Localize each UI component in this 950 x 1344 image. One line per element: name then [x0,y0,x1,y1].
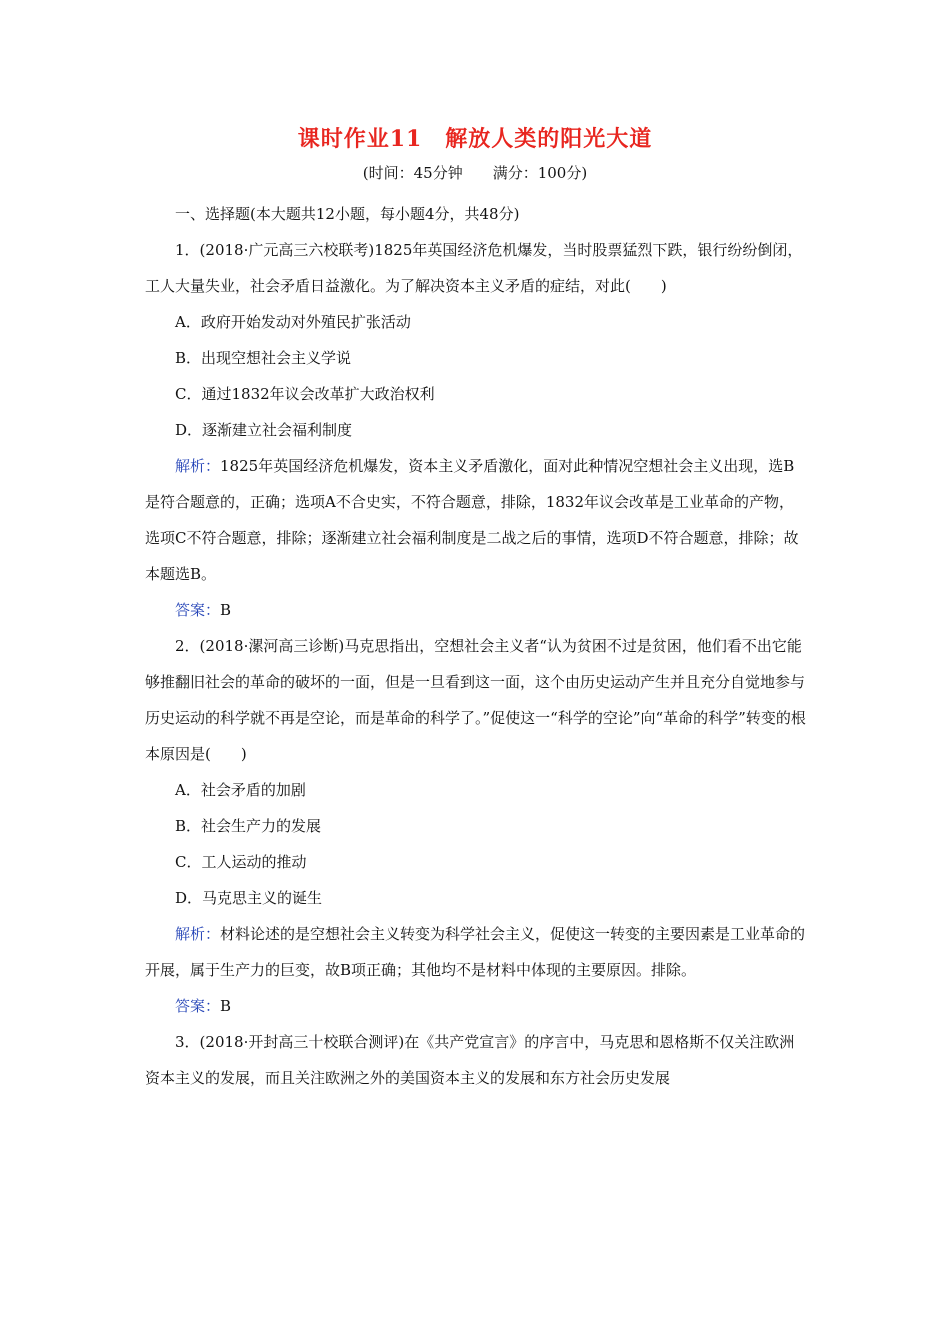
answer-label: 答案： [175,997,221,1015]
question-2-option-b: B．社会生产力的发展 [175,817,322,835]
answer-value: B [220,601,232,619]
analysis-text: 材料论述的是空想社会主义转变为科学社会主义，促使这一转变的主要因素是工业革命的开展，属于生产力的巨变，故B项正确；其他均不是材料中体现的主要原因。排除。 [145,925,806,979]
page-subtitle: (时间：45分钟 满分：100分) [362,164,588,182]
question-2-stem: 2．(2018·漯河高三诊断)马克思指出，空想社会主义者“认为贫困不过是贫困，他们看不出它能够推翻旧社会的革命的破坏的一面，但是一旦看到这一面，这个由历史运动产生并且充分自觉地参与历史运动的科学就不再是空论，而是革命的科学了。”促使这一“科学的空论”向“革命的科学”转变的根本原因是( ) [145,637,806,763]
question-1-option-d: D．逐渐建立社会福利制度 [175,421,353,439]
analysis-label: 解析： [175,457,221,475]
question-1-stem: 1．(2018·广元高三六校联考)1825年英国经济危机爆发，当时股票猛烈下跌，银行纷纷倒闭，工人大量失业，社会矛盾日益激化。为了解决资本主义矛盾的症结，对此( ) [145,241,803,295]
question-2-option-c: C．工人运动的推动 [175,853,307,871]
question-2-answer [145,988,808,1024]
page-title: 课时作业11 解放人类的阳光大道 [297,126,653,152]
question-1-analysis [145,448,808,592]
question-1-option-b: B．出现空想社会主义学说 [175,349,352,367]
question-2-option-d: D．马克思主义的诞生 [175,889,323,907]
question-1-option-a: A．政府开始发动对外殖民扩张活动 [175,313,411,331]
answer-label: 答案： [175,601,221,619]
analysis-label: 解析： [175,925,221,943]
question-1-option-c: C．通过1832年议会改革扩大政治权利 [175,385,435,403]
analysis-text: 1825年英国经济危机爆发，资本主义矛盾激化，面对此种情况空想社会主义出现，选B是符合题意的，正确；选项A不合史实，不符合题意，排除，1832年议会改革是工业革命的产物，选项C不符合题意，排除；逐渐建立社会福利制度是二战之后的事情，选项D不符合题意，排除；故本题选B。 [145,457,799,583]
question-2-option-a: A．社会矛盾的加剧 [175,781,306,799]
answer-value: B [220,997,232,1015]
section-heading: 一、选择题(本大题共12小题，每小题4分，共48分) [175,205,520,223]
question-1-answer [145,592,808,628]
question-3-stem: 3．(2018·开封高三十校联合测评)在《共产党宣言》的序言中，马克思和恩格斯不仅关注欧洲资本主义的发展，而且关注欧洲之外的美国资本主义的发展和东方社会历史发展 [145,1033,795,1087]
document-body [145,196,808,1096]
question-2-analysis [145,916,808,988]
